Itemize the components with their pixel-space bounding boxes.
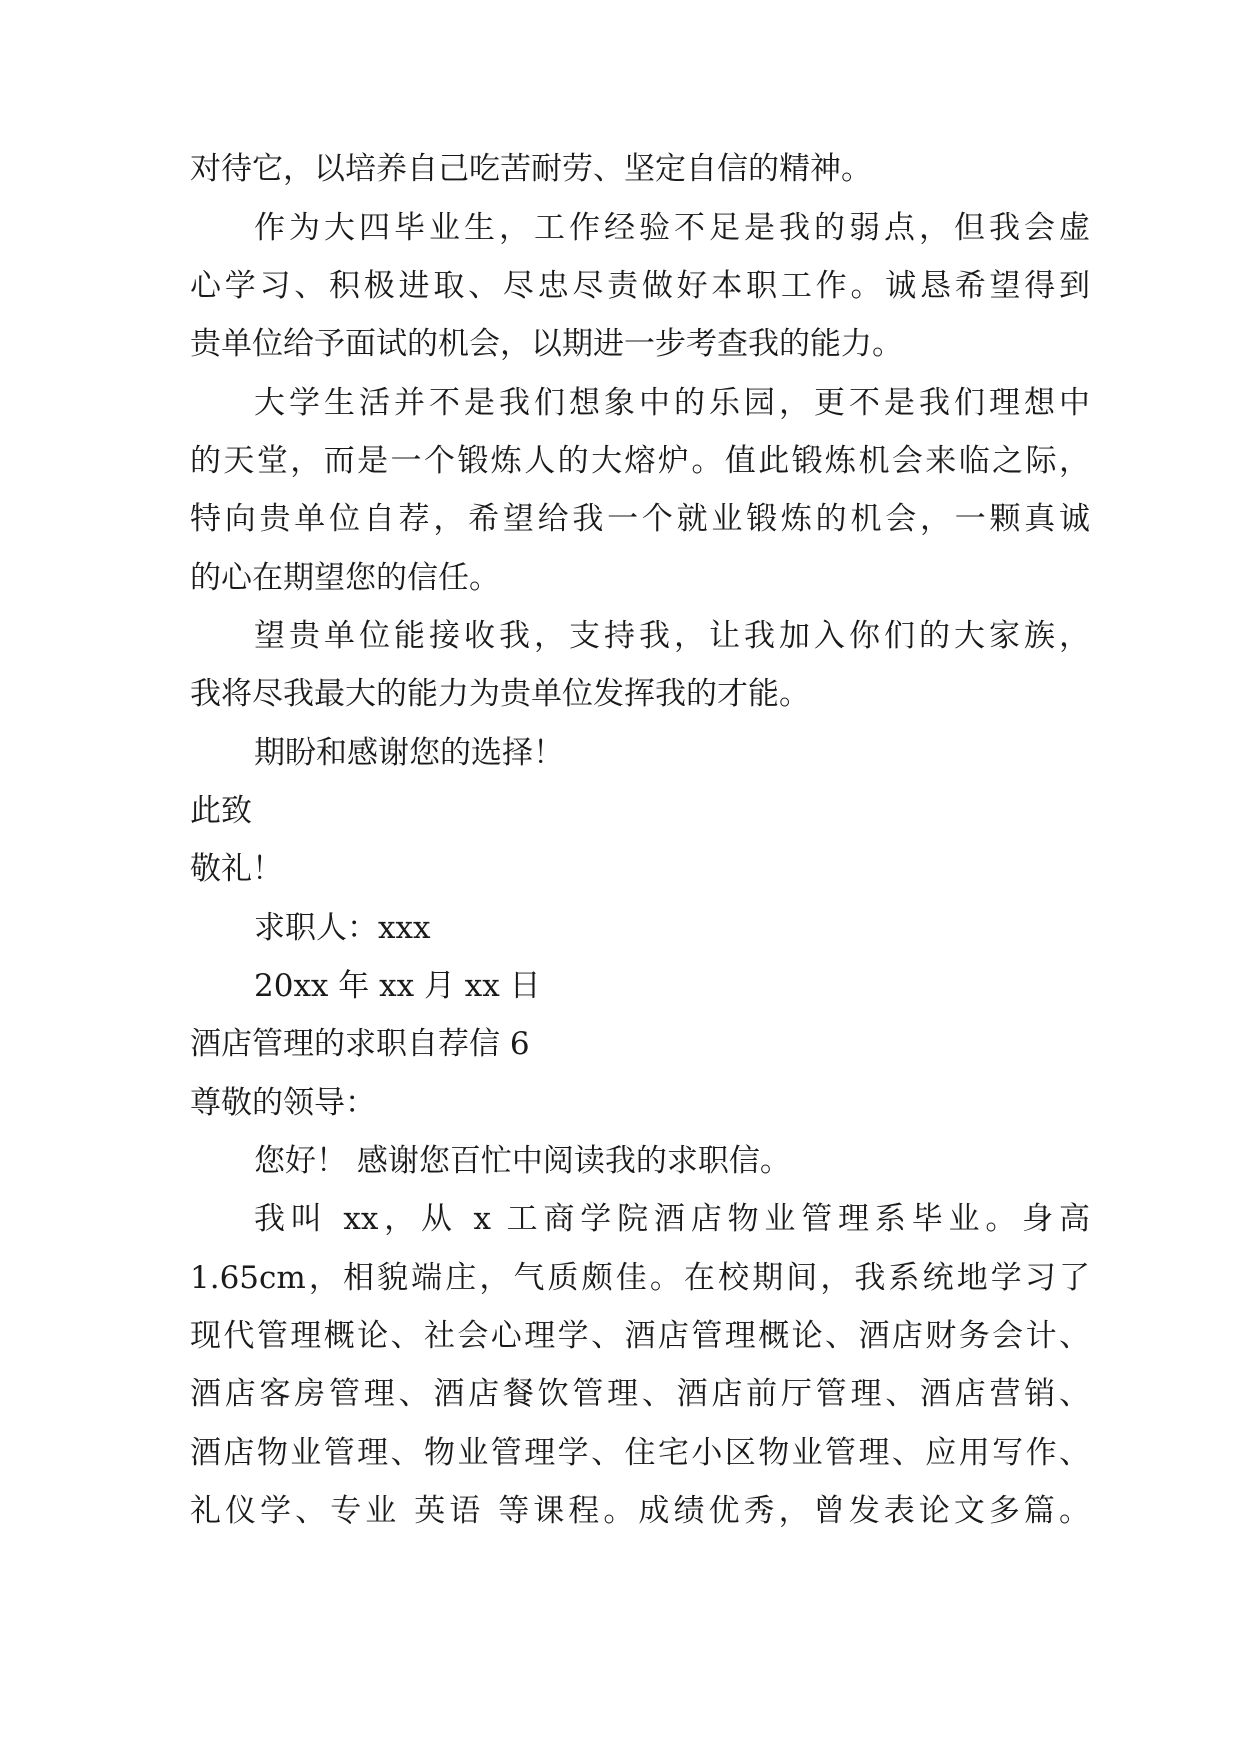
text-line: 酒店客房管理、酒店餐饮管理、酒店前厅管理、酒店营销、 [190, 1376, 1090, 1412]
text-line: 礼仪学、专业 英语 等课程。成绩优秀，曾发表论文多篇。 [190, 1493, 1090, 1529]
signature-date: 20xx 年 xx 月 xx 日 [254, 968, 541, 1004]
text-line: 作为大四毕业生，工作经验不足是我的弱点，但我会虚 [254, 210, 1090, 246]
signature-name: 求职人：xxx [254, 910, 431, 946]
text-line: 的心在期望您的信任。 [190, 560, 500, 596]
text-line: 望贵单位能接收我，支持我，让我加入你们的大家族， [254, 618, 1090, 654]
text-line: 现代管理概论、社会心理学、酒店管理概论、酒店财务会计、 [190, 1318, 1090, 1354]
text-line: 敬礼！ [190, 851, 283, 887]
text-line: 的天堂，而是一个锻炼人的大熔炉。值此锻炼机会来临之际， [190, 443, 1090, 479]
text-line: 您好！ 感谢您百忙中阅读我的求职信。 [254, 1143, 791, 1179]
section-title: 酒店管理的求职自荐信 6 [190, 1026, 530, 1062]
text-line: 我将尽我最大的能力为贵单位发挥我的才能。 [190, 676, 810, 712]
salutation: 尊敬的领导： [190, 1085, 376, 1121]
text-line: 酒店物业管理、物业管理学、住宅小区物业管理、应用写作、 [190, 1435, 1090, 1471]
text-line: 特向贵单位自荐，希望给我一个就业锻炼的机会，一颗真诚 [190, 501, 1090, 537]
text-line: 心学习、积极进取、尽忠尽责做好本职工作。诚恳希望得到 [190, 268, 1090, 304]
text-line: 对待它，以培养自己吃苦耐劳、坚定自信的精神。 [190, 151, 872, 187]
text-line: 期盼和感谢您的选择！ [254, 735, 564, 771]
text-line: 贵单位给予面试的机会，以期进一步考查我的能力。 [190, 326, 903, 362]
text-line: 大学生活并不是我们想象中的乐园，更不是我们理想中 [254, 385, 1090, 421]
text-line: 我叫 xx，从 x 工商学院酒店物业管理系毕业。身高 [254, 1201, 1090, 1237]
text-line: 1.65cm，相貌端庄，气质颇佳。在校期间，我系统地学习了 [190, 1260, 1090, 1296]
text-line: 此致 [190, 793, 252, 829]
